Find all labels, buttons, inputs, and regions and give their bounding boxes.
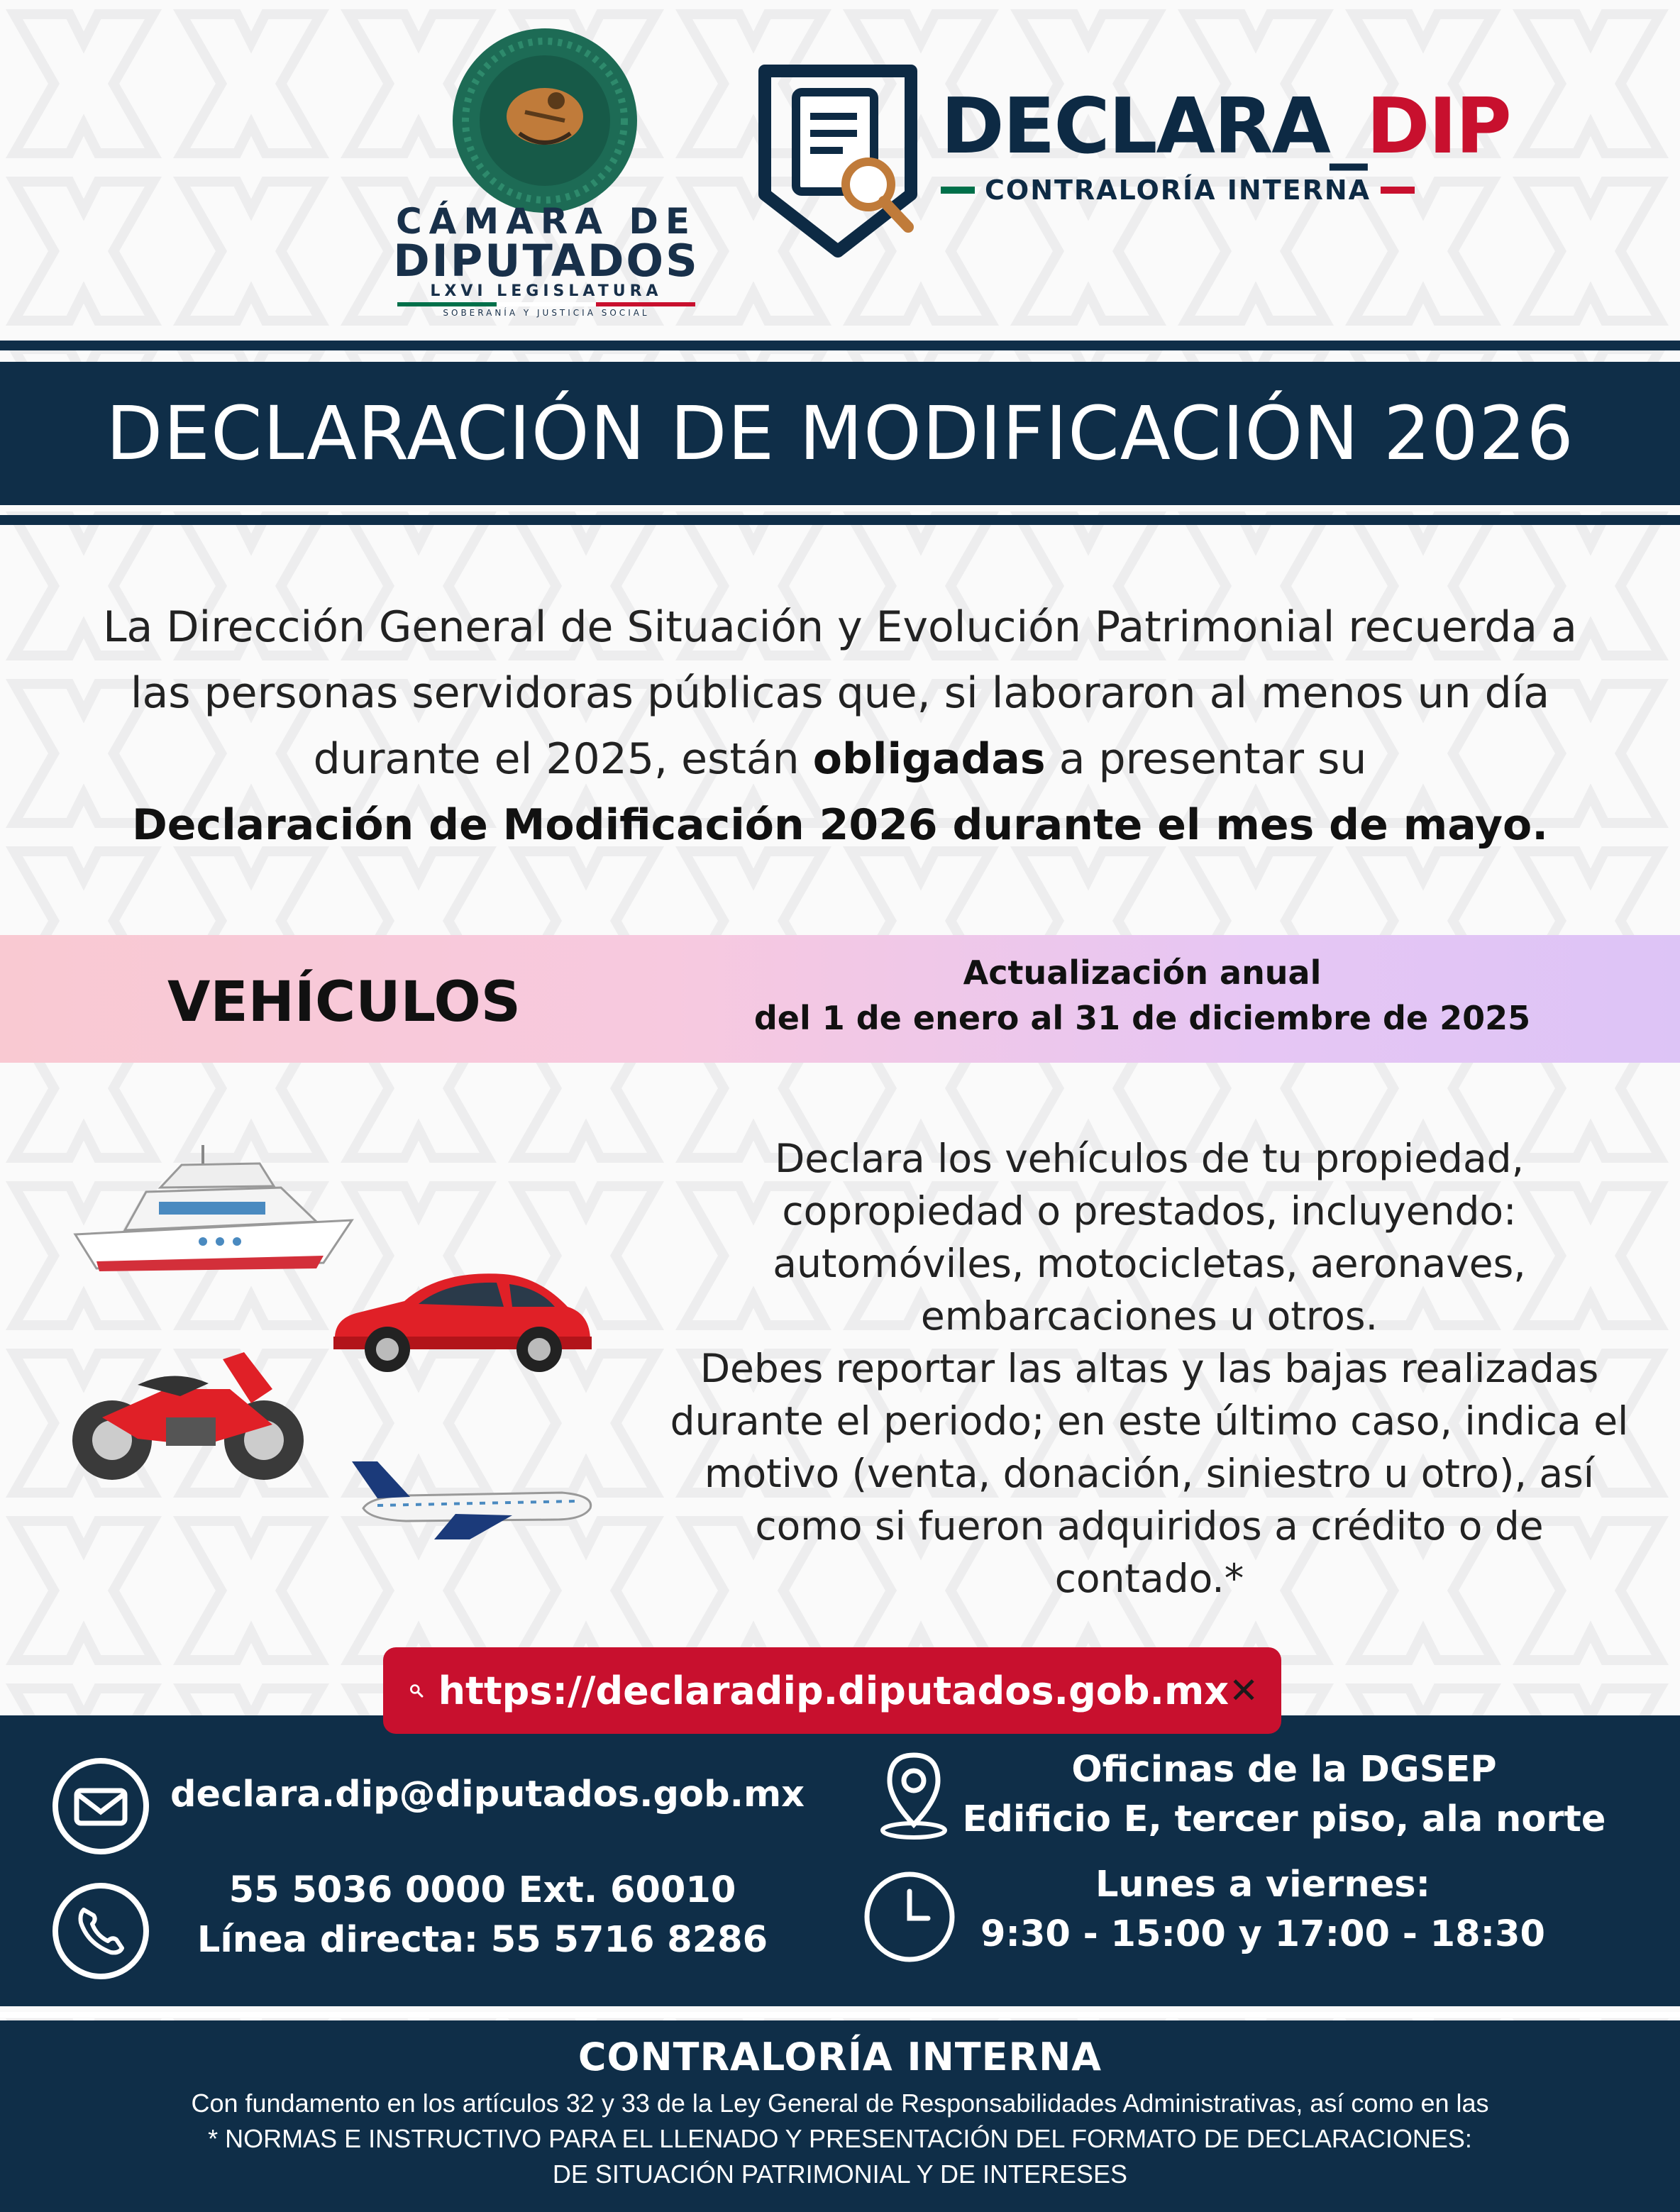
coat-of-arms-icon [451, 27, 639, 214]
declara-subtitle-text: CONTRALORÍA INTERNA [985, 175, 1371, 206]
hours-line2: 9:30 - 15:00 y 17:00 - 18:30 [980, 1913, 1545, 1955]
contact-email[interactable]: declara.dip@diputados.gob.mx [170, 1774, 805, 1815]
phone-icon [51, 1881, 150, 1981]
location-pin-icon [864, 1747, 963, 1846]
section-title: VEHÍCULOS [167, 970, 521, 1034]
document-magnifier-icon [751, 60, 925, 260]
desc-line: automóviles, motocicletas, aeronaves, [773, 1241, 1526, 1286]
title-top-rule [0, 341, 1680, 350]
camara-line2: DIPUTADOS [393, 235, 700, 287]
desc-line: Declara los vehículos de tu propiedad, [774, 1136, 1525, 1181]
desc-line: contado.* [1054, 1556, 1244, 1601]
motorcycle-icon [60, 1346, 315, 1484]
desc-line: embarcaciones u otros. [920, 1293, 1378, 1339]
camara-line3: LXVI LEGISLATURA [430, 282, 663, 300]
declara-title-main: DECLARA_ [941, 82, 1366, 171]
car-icon [326, 1263, 596, 1375]
intro-line4-bold: Declaración de Modificación 2026 durante el mes de mayo. [132, 800, 1548, 850]
mail-icon [51, 1757, 150, 1856]
declara-subtitle [941, 175, 1415, 206]
footer-line1: Con fundamento en los artículos 32 y 33 de la Ley General de Responsabilidades Administrativas, así como en las [191, 2089, 1489, 2118]
phone-line1[interactable]: 55 5036 0000 Ext. 60010 [228, 1869, 736, 1911]
camara-line4: SOBERANÍA Y JUSTICIA SOCIAL [443, 308, 650, 318]
office-line1: Oficinas de la DGSEP [1071, 1749, 1497, 1791]
intro-obligadas: obligadas [812, 734, 1046, 784]
title-band [0, 362, 1680, 505]
url-link[interactable]: https://declaradip.diputados.gob.mx [438, 1668, 1229, 1713]
green-bar [941, 187, 975, 194]
desc-line: como si fueron adquiridos a crédito o de [755, 1503, 1544, 1549]
camara-logo-text [383, 203, 709, 319]
hours-line1: Lunes a viernes: [1095, 1864, 1431, 1906]
update-period-line2: del 1 de enero al 31 de diciembre de 2025 [753, 999, 1531, 1037]
phone-info [177, 1866, 788, 1965]
yacht-icon [68, 1142, 359, 1276]
footer-line2: * NORMAS E INSTRUCTIVO PARA EL LLENADO Y PRESENTACIÓN DEL FORMATO DE DECLARACIONES: [208, 2124, 1472, 2153]
airplane-icon [349, 1451, 597, 1541]
clock-icon [860, 1867, 959, 1967]
declara-title-accent: DIP [1366, 82, 1510, 171]
camara-line1: CÁMARA DE [395, 201, 697, 242]
desc-line: copropiedad o prestados, incluyendo: [782, 1188, 1517, 1234]
footer-legal [0, 2086, 1680, 2192]
office-line2: Edificio E, tercer piso, ala norte [962, 1798, 1606, 1840]
desc-line: Debes reportar las altas y las bajas realizadas [700, 1346, 1599, 1391]
hours-info [951, 1860, 1575, 1959]
url-bar[interactable] [383, 1647, 1281, 1734]
footer-title: CONTRALORÍA INTERNA [578, 2035, 1102, 2079]
intro-line4 [14, 792, 1666, 858]
desc-line: durante el periodo; en este último caso, indica el [670, 1398, 1629, 1444]
red-bar [1381, 187, 1415, 194]
close-icon[interactable]: ✕ [1229, 1670, 1259, 1711]
intro-line2: las personas servidoras públicas que, si laboraron al menos un día [130, 668, 1550, 718]
page-title: DECLARACIÓN DE MODIFICACIÓN 2026 [106, 390, 1574, 477]
search-icon [409, 1668, 424, 1713]
intro-line1: La Dirección General de Situación y Evolución Patrimonial recuerda a [103, 602, 1577, 652]
footer-line3: DE SITUACIÓN PATRIMONIAL Y DE INTERESES [552, 2160, 1128, 2189]
vehicle-description [639, 1132, 1660, 1605]
desc-line: motivo (venta, donación, siniestro u otro), así [704, 1451, 1595, 1496]
intro-line3a: durante el 2025, están [313, 734, 813, 784]
intro-line3c: a presentar su [1045, 734, 1367, 784]
footer-divider [0, 2012, 1680, 2018]
intro-line3 [14, 726, 1666, 792]
title-bottom-rule [0, 515, 1680, 525]
intro-paragraph [14, 595, 1666, 858]
update-period-line1: Actualización anual [963, 953, 1322, 992]
office-info [951, 1745, 1618, 1845]
phone-line2[interactable]: Línea directa: 55 5716 8286 [197, 1919, 768, 1961]
declara-dip-title [941, 82, 1510, 171]
